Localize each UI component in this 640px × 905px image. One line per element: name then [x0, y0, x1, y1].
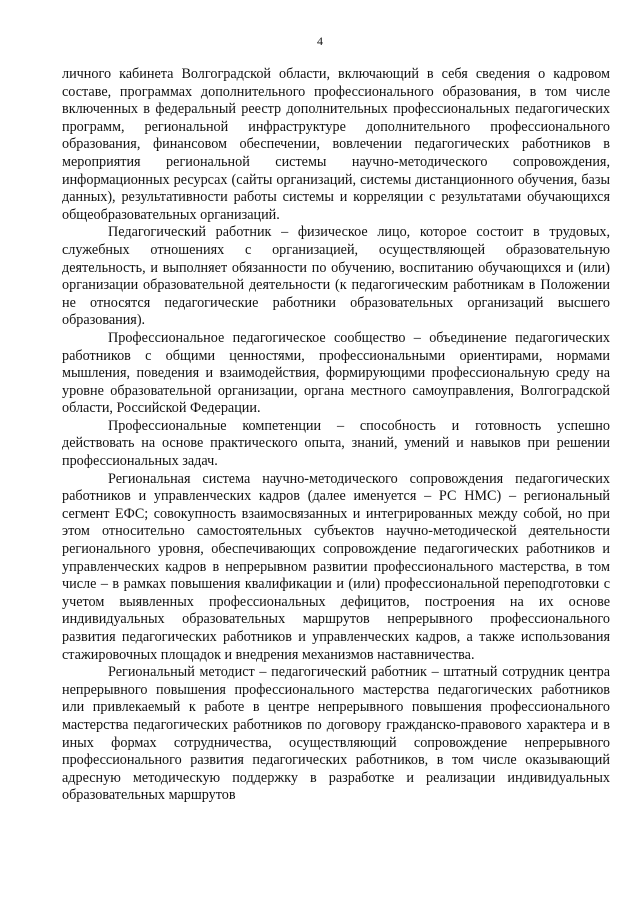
paragraph-regional-methodist-definition: Региональный методист – педагогический работник – штатный сотрудник центра непрерывного повышения профессионального мастерства педагогических работников или привлекаемый к работе в центре непрерывного повышения профессионального мастерства педагогических работников по договору гражданско-правового характера и в иных формах сотрудничества, осуществляющий сопровождение непрерывного профессионального развития педагогических работников, в том числе оказывающий адресную методическую поддержку в разработке и реализации индивидуальных образовательных маршрутов: [62, 664, 610, 804]
page-number: 4: [317, 34, 323, 48]
paragraph-pedagogical-worker-definition: Педагогический работник – физическое лицо, которое состоит в трудовых, служебных отношениях с организацией, осуществляющей образовательную деятельность, и выполняет обязанности по обучению, воспитанию обучающихся и (или) организации образовательной деятельности (к педагогическим работникам в Положении не относятся педагогические работники образовательных организаций высшего образования).: [62, 224, 610, 329]
paragraph-professional-community-definition: Профессиональное педагогическое сообщество – объединение педагогических работников с общими ценностями, профессиональными ориентирами, нормами мышления, поведения и взаимодействия, формирующими профессиональную среду на уровне образовательной организации, органа местного самоуправления, Волгоградской области, Российской Федерации.: [62, 329, 610, 417]
paragraph-professional-competencies-definition: Профессиональные компетенции – способность и готовность успешно действовать на основе практического опыта, знаний, умений и навыков при решении профессиональных задач.: [62, 417, 610, 470]
paragraph-regional-system-definition: Региональная система научно-методического сопровождения педагогических работников и управленческих кадров (далее именуется – РС НМС) – региональный сегмент ЕФС; совокупность взаимосвязанных и интегрированных между собой, но при этом относительно самостоятельных субъектов научно-методической деятельности регионального уровня, обеспечивающих сопровождение педагогических работников и управленческих кадров в непрерывном развитии профессионального мастерства, в том числе – в рамках повышения квалификации и (или) профессиональной переподготовки с учетом выявленных профессиональных дефицитов, построения на их основе индивидуальных образовательных маршрутов непрерывного профессионального развития педагогических работников и управленческих кадров, а также использования стажировочных площадок и внедрения механизмов наставничества.: [62, 470, 610, 663]
document-body: [62, 66, 610, 805]
paragraph-personal-cabinet-continuation: личного кабинета Волгоградской области, включающий в себя сведения о кадровом составе, программах дополнительного профессионального образования, в том числе включенных в федеральный реестр дополнительных профессиональных педагогических программ, региональной инфраструктуре дополнительного профессионального образования, финансовом обеспечении, вовлечении педагогических работников в мероприятия региональной системы научно-методического сопровождения, информационных ресурсах (сайты организаций, системы дистанционного обучения, базы данных), результативности работы системы и корреляции с результатами обучающихся общеобразовательных организаций.: [62, 66, 610, 223]
